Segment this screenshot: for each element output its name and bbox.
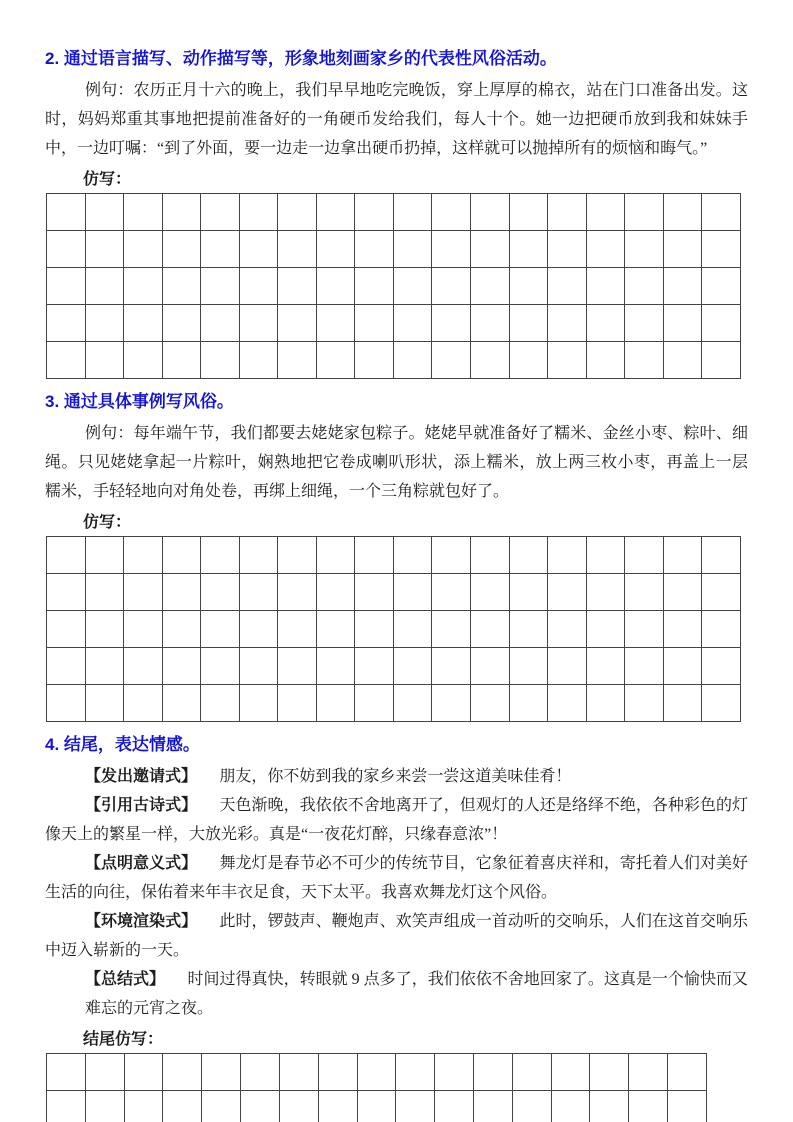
grid-row — [47, 1091, 707, 1122]
ending-style-item — [45, 849, 748, 907]
grid-cell — [239, 268, 278, 305]
section-concrete-example — [45, 391, 748, 722]
grid-cell — [85, 194, 124, 231]
grid-cell — [355, 611, 394, 648]
ending-style-item — [45, 791, 748, 849]
grid-cell — [432, 685, 471, 722]
grid-cell — [278, 305, 317, 342]
grid-cell — [124, 648, 163, 685]
grid-cell — [239, 342, 278, 379]
grid-cell — [279, 1054, 318, 1091]
grid-cell — [586, 537, 625, 574]
grid-cell — [471, 537, 510, 574]
grid-cell — [241, 1091, 280, 1122]
grid-cell — [663, 537, 702, 574]
grid-cell — [586, 305, 625, 342]
grid-cell — [85, 342, 124, 379]
grid-cell — [432, 648, 471, 685]
ending-style-label: 【点明意义式】 — [85, 855, 198, 872]
grid-cell — [509, 342, 548, 379]
grid-cell — [629, 1054, 668, 1091]
grid-cell — [432, 231, 471, 268]
grid-cell — [85, 305, 124, 342]
ending-style-label: 【引用古诗式】 — [85, 797, 198, 814]
grid-cell — [663, 305, 702, 342]
grid-cell — [548, 268, 587, 305]
grid-cell — [702, 685, 741, 722]
grid-cell — [278, 194, 317, 231]
grid-cell — [85, 231, 124, 268]
grid-cell — [393, 574, 432, 611]
grid-cell — [473, 1091, 512, 1122]
grid-cell — [201, 611, 240, 648]
grid-cell — [278, 342, 317, 379]
grid-cell — [432, 194, 471, 231]
grid-cell — [279, 1091, 318, 1122]
grid-cell — [509, 231, 548, 268]
grid-cell — [239, 537, 278, 574]
grid-cell — [393, 342, 432, 379]
grid-cell — [318, 1091, 357, 1122]
grid-cell — [47, 685, 86, 722]
grid-cell — [162, 231, 201, 268]
grid-cell — [201, 194, 240, 231]
grid-cell — [316, 231, 355, 268]
grid-cell — [702, 194, 741, 231]
grid-cell — [625, 305, 664, 342]
grid-cell — [663, 611, 702, 648]
grid-cell — [278, 685, 317, 722]
grid-cell — [590, 1054, 629, 1091]
grid-cell — [124, 1091, 163, 1122]
grid-cell — [509, 574, 548, 611]
grid-cell — [668, 1091, 707, 1122]
grid-cell — [124, 194, 163, 231]
grid-cell — [702, 537, 741, 574]
grid-row — [47, 194, 741, 231]
grid-cell — [201, 231, 240, 268]
grid-cell — [239, 611, 278, 648]
grid-cell — [85, 268, 124, 305]
grid-cell — [278, 537, 317, 574]
grid-cell — [396, 1054, 435, 1091]
grid-cell — [548, 537, 587, 574]
grid-cell — [586, 342, 625, 379]
section-language-action-description — [45, 48, 748, 379]
ending-styles-list — [45, 762, 748, 1023]
grid-cell — [548, 685, 587, 722]
grid-cell — [548, 611, 587, 648]
grid-row — [47, 342, 741, 379]
grid-cell — [509, 194, 548, 231]
grid-cell — [278, 648, 317, 685]
example-paragraph: 例句：农历正月十六的晚上，我们早早地吃完晚饭，穿上厚厚的棉衣，站在门口准备出发。这时，妈妈郑重其事地把提前准备好的一角硬币发给我们，每人十个。她一边把硬币放到我和妹妹手中，一边叮嘱：“到了外面，要一边走一边拿出硬币扔掉，这样就可以抛掉所有的烦恼和晦气。” — [45, 82, 748, 157]
grid-row — [47, 268, 741, 305]
grid-cell — [396, 1091, 435, 1122]
grid-cell — [663, 231, 702, 268]
grid-cell — [355, 231, 394, 268]
grid-cell — [509, 537, 548, 574]
grid-cell — [548, 648, 587, 685]
grid-cell — [85, 1054, 124, 1091]
grid-cell — [201, 574, 240, 611]
grid-cell — [663, 194, 702, 231]
ending-style-text: 舞龙灯是春节必不可少的传统节目，它象征着喜庆祥和，寄托着人们对美好生活的向往，保佑着来年丰衣足食，天下太平。我喜欢舞龙灯这个风俗。 — [45, 855, 748, 901]
practice-grid-label: 仿写： — [83, 171, 132, 188]
section-ending-emotion — [45, 734, 748, 1122]
grid-row — [47, 1054, 707, 1091]
grid-cell — [357, 1054, 396, 1091]
grid-cell — [85, 1091, 124, 1122]
grid-cell — [201, 537, 240, 574]
grid-cell — [702, 268, 741, 305]
grid-cell — [590, 1091, 629, 1122]
grid-cell — [663, 268, 702, 305]
grid-cell — [47, 194, 86, 231]
grid-cell — [509, 611, 548, 648]
ending-style-text: 时间过得真快，转眼就 9 点多了，我们依依不舍地回家了。这真是一个愉快而又难忘的元宵之夜。 — [85, 971, 748, 1017]
grid-cell — [432, 342, 471, 379]
section-heading: 4. 结尾，表达情感。 — [45, 735, 200, 754]
grid-cell — [239, 685, 278, 722]
grid-cell — [47, 305, 86, 342]
grid-cell — [355, 648, 394, 685]
grid-cell — [162, 685, 201, 722]
grid-cell — [47, 648, 86, 685]
grid-cell — [124, 1054, 163, 1091]
writing-practice-grid — [46, 193, 741, 379]
grid-cell — [201, 648, 240, 685]
grid-cell — [432, 574, 471, 611]
grid-cell — [316, 537, 355, 574]
grid-cell — [355, 305, 394, 342]
grid-cell — [509, 268, 548, 305]
grid-cell — [625, 268, 664, 305]
grid-cell — [201, 685, 240, 722]
grid-cell — [239, 231, 278, 268]
grid-cell — [668, 1054, 707, 1091]
grid-cell — [663, 342, 702, 379]
grid-cell — [201, 268, 240, 305]
ending-style-text: 天色渐晚，我依依不舍地离开了，但观灯的人还是络绎不绝，各种彩色的灯像天上的繁星一样，大放光彩。真是“一夜花灯醉，只缘春意浓”！ — [45, 797, 748, 843]
grid-cell — [625, 231, 664, 268]
grid-cell — [357, 1091, 396, 1122]
grid-cell — [316, 268, 355, 305]
grid-cell — [512, 1091, 551, 1122]
grid-cell — [47, 342, 86, 379]
grid-row — [47, 685, 741, 722]
grid-cell — [47, 537, 86, 574]
grid-cell — [47, 231, 86, 268]
grid-cell — [435, 1091, 474, 1122]
grid-cell — [201, 305, 240, 342]
grid-cell — [509, 685, 548, 722]
grid-cell — [124, 342, 163, 379]
grid-cell — [702, 342, 741, 379]
grid-cell — [239, 574, 278, 611]
grid-cell — [393, 305, 432, 342]
grid-cell — [471, 685, 510, 722]
grid-cell — [512, 1054, 551, 1091]
ending-style-label: 【环境渲染式】 — [85, 913, 198, 930]
grid-cell — [162, 574, 201, 611]
grid-cell — [124, 231, 163, 268]
grid-cell — [625, 537, 664, 574]
grid-cell — [586, 685, 625, 722]
grid-row — [47, 305, 741, 342]
grid-cell — [663, 574, 702, 611]
grid-cell — [278, 611, 317, 648]
ending-style-item — [45, 762, 748, 791]
ending-style-item — [45, 907, 748, 965]
grid-cell — [548, 231, 587, 268]
grid-cell — [162, 194, 201, 231]
grid-cell — [355, 342, 394, 379]
grid-cell — [85, 574, 124, 611]
grid-cell — [432, 611, 471, 648]
grid-cell — [163, 1091, 202, 1122]
grid-cell — [47, 574, 86, 611]
grid-cell — [548, 342, 587, 379]
grid-cell — [702, 648, 741, 685]
grid-cell — [239, 305, 278, 342]
practice-grid-label: 结尾仿写： — [83, 1031, 164, 1048]
grid-cell — [663, 685, 702, 722]
grid-cell — [393, 194, 432, 231]
grid-cell — [318, 1054, 357, 1091]
grid-cell — [316, 194, 355, 231]
grid-cell — [124, 537, 163, 574]
example-paragraph: 例句：每年端午节，我们都要去姥姥家包粽子。姥姥早就准备好了糯米、金丝小枣、粽叶、细绳。只见姥姥拿起一片粽叶，娴熟地把它卷成喇叭形状，添上糯米，放上两三枚小枣，再盖上一层糯米，手轻轻地向对角处卷，再绑上细绳，一个三角粽就包好了。 — [45, 425, 748, 500]
grid-cell — [124, 574, 163, 611]
ending-style-label: 【总结式】 — [85, 971, 166, 988]
grid-cell — [239, 648, 278, 685]
grid-cell — [47, 1054, 86, 1091]
section-heading: 3. 通过具体事例写风俗。 — [45, 392, 234, 411]
grid-cell — [316, 648, 355, 685]
grid-cell — [702, 574, 741, 611]
grid-cell — [432, 268, 471, 305]
grid-cell — [586, 611, 625, 648]
grid-cell — [393, 537, 432, 574]
grid-cell — [471, 574, 510, 611]
grid-row — [47, 648, 741, 685]
grid-cell — [316, 342, 355, 379]
grid-cell — [316, 611, 355, 648]
grid-cell — [393, 685, 432, 722]
grid-cell — [702, 305, 741, 342]
grid-row — [47, 574, 741, 611]
grid-cell — [432, 537, 471, 574]
ending-style-label: 【发出邀请式】 — [85, 768, 198, 785]
grid-cell — [471, 194, 510, 231]
grid-cell — [47, 1091, 86, 1122]
grid-cell — [471, 268, 510, 305]
ending-style-item — [85, 965, 748, 1023]
grid-cell — [85, 611, 124, 648]
ending-style-text: 朋友，你不妨到我的家乡来尝一尝这道美味佳肴！ — [219, 768, 572, 785]
practice-grid-label: 仿写： — [83, 514, 132, 531]
grid-cell — [586, 231, 625, 268]
grid-cell — [625, 574, 664, 611]
grid-cell — [393, 648, 432, 685]
grid-cell — [355, 685, 394, 722]
grid-cell — [629, 1091, 668, 1122]
grid-cell — [355, 268, 394, 305]
grid-cell — [471, 231, 510, 268]
grid-cell — [124, 611, 163, 648]
grid-cell — [202, 1091, 241, 1122]
grid-cell — [201, 342, 240, 379]
grid-cell — [47, 268, 86, 305]
grid-cell — [162, 537, 201, 574]
grid-cell — [85, 685, 124, 722]
grid-cell — [586, 194, 625, 231]
grid-cell — [47, 611, 86, 648]
grid-cell — [316, 685, 355, 722]
section-heading: 2. 通过语言描写、动作描写等，形象地刻画家乡的代表性风俗活动。 — [45, 49, 557, 68]
grid-cell — [241, 1054, 280, 1091]
grid-cell — [551, 1054, 590, 1091]
grid-cell — [316, 574, 355, 611]
grid-cell — [162, 611, 201, 648]
grid-cell — [625, 342, 664, 379]
grid-cell — [393, 268, 432, 305]
writing-practice-grid — [46, 536, 741, 722]
grid-cell — [124, 305, 163, 342]
grid-cell — [355, 194, 394, 231]
grid-cell — [471, 611, 510, 648]
grid-cell — [355, 574, 394, 611]
grid-row — [47, 231, 741, 268]
grid-cell — [202, 1054, 241, 1091]
grid-cell — [625, 648, 664, 685]
grid-cell — [586, 574, 625, 611]
grid-cell — [163, 1054, 202, 1091]
grid-cell — [509, 305, 548, 342]
grid-row — [47, 537, 741, 574]
grid-cell — [278, 268, 317, 305]
grid-cell — [471, 648, 510, 685]
grid-cell — [435, 1054, 474, 1091]
grid-cell — [586, 268, 625, 305]
grid-cell — [278, 231, 317, 268]
grid-cell — [355, 537, 394, 574]
grid-row — [47, 611, 741, 648]
grid-cell — [85, 537, 124, 574]
grid-cell — [702, 231, 741, 268]
grid-cell — [162, 268, 201, 305]
grid-cell — [702, 611, 741, 648]
grid-cell — [509, 648, 548, 685]
grid-cell — [124, 268, 163, 305]
grid-cell — [239, 194, 278, 231]
grid-cell — [393, 231, 432, 268]
grid-cell — [551, 1091, 590, 1122]
grid-cell — [316, 305, 355, 342]
writing-practice-grid — [46, 1053, 707, 1122]
grid-cell — [393, 611, 432, 648]
ending-style-text: 此时，锣鼓声、鞭炮声、欢笑声组成一首动听的交响乐，人们在这首交响乐中迈入崭新的一天。 — [45, 913, 748, 959]
grid-cell — [548, 194, 587, 231]
grid-cell — [625, 611, 664, 648]
grid-cell — [278, 574, 317, 611]
grid-cell — [471, 305, 510, 342]
grid-cell — [162, 648, 201, 685]
grid-cell — [473, 1054, 512, 1091]
grid-cell — [625, 194, 664, 231]
grid-cell — [625, 685, 664, 722]
grid-cell — [124, 685, 163, 722]
grid-cell — [432, 305, 471, 342]
grid-cell — [548, 574, 587, 611]
grid-cell — [586, 648, 625, 685]
grid-cell — [663, 648, 702, 685]
grid-cell — [471, 342, 510, 379]
grid-cell — [85, 648, 124, 685]
grid-cell — [548, 305, 587, 342]
grid-cell — [162, 342, 201, 379]
grid-cell — [162, 305, 201, 342]
